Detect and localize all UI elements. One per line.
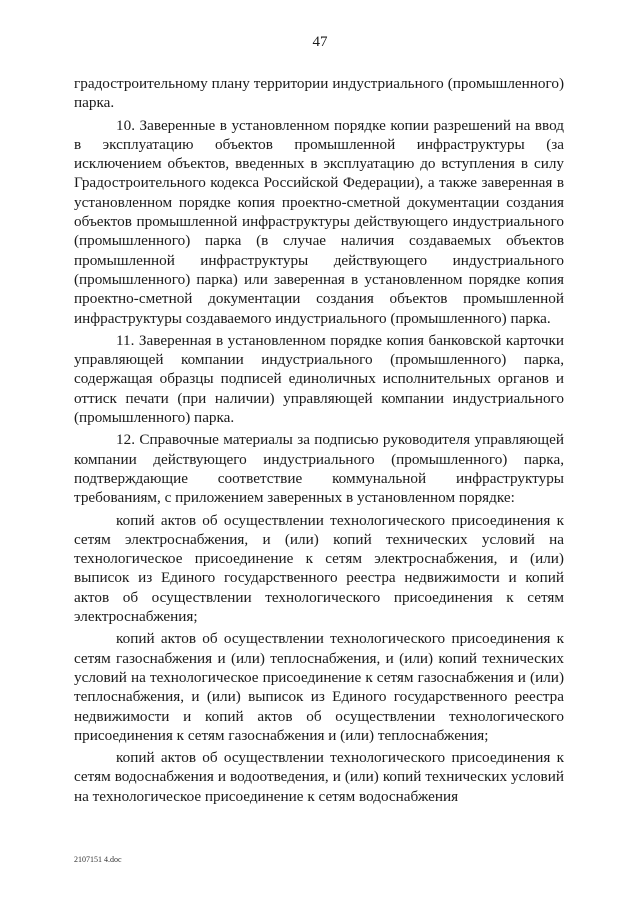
paragraph-continuation: градостроительному плану территории индустриального (промышленного) парка. [74, 75, 564, 112]
paragraph-item-10: 10. Заверенные в установленном порядке копии разрешений на ввод в эксплуатацию объектов промышленной инфраструктуры (за исключением объектов, введенных в эксплуатацию до вступления в силу Градостроительного кодекса Российской Федерации), а также заверенная в установленном порядке копия проектно-сметной документации создания объектов промышленной инфраструктуры действующего индустриального (промышленного) парка (в случае наличия создаваемых объектов промышленной инфраструктуры действующего индустриального (промышленного) парка) или заверенная в установленном порядке копия проектно-сметной документации создания объектов промышленной инфраструктуры создаваемого индустриального (промышленного) парка. [74, 116, 564, 327]
document-body [74, 74, 564, 806]
paragraph-gas-heat: копий актов об осуществлении технологического присоединения к сетям газоснабжения и (или) теплоснабжения, и (или) копий технических условий на технологическое присоединение к сетям газоснабжения и (или) теплоснабжения, и (или) выписок из Единого государственного реестра недвижимости и копий актов об осуществлении технологического присоединения к сетям газоснабжения и (или) теплоснабжения; [74, 630, 564, 744]
file-name-footer: 2107151 4.doc [74, 855, 122, 864]
paragraph-water: копий актов об осуществлении технологического присоединения к сетям водоснабжения и водоотведения, и (или) копий технических условий на технологическое присоединение к сетям водоснабжения [74, 749, 564, 805]
paragraph-item-11: 11. Заверенная в установленном порядке копия банковской карточки управляющей компании индустриального (промышленного) парка, содержащая образцы подписей единоличных исполнительных органов и оттиск печати (при наличии) управляющей компании индустриального (промышленного) парка. [74, 331, 564, 427]
paragraph-item-12: 12. Справочные материалы за подписью руководителя управляющей компании действующего индустриального (промышленного) парка, подтверждающие соответствие коммунальной инфраструктуры требованиям, с приложением заверенных в установленном порядке: [74, 431, 564, 507]
page-number: 47 [312, 34, 328, 50]
paragraph-electricity: копий актов об осуществлении технологического присоединения к сетям электроснабжения, и (или) копий технических условий на технологическое присоединение к сетям электроснабжения, и (или) выписок из Единого государственного реестра недвижимости и копий актов об осуществлении технологического присоединения к сетям электроснабжения; [74, 511, 564, 626]
